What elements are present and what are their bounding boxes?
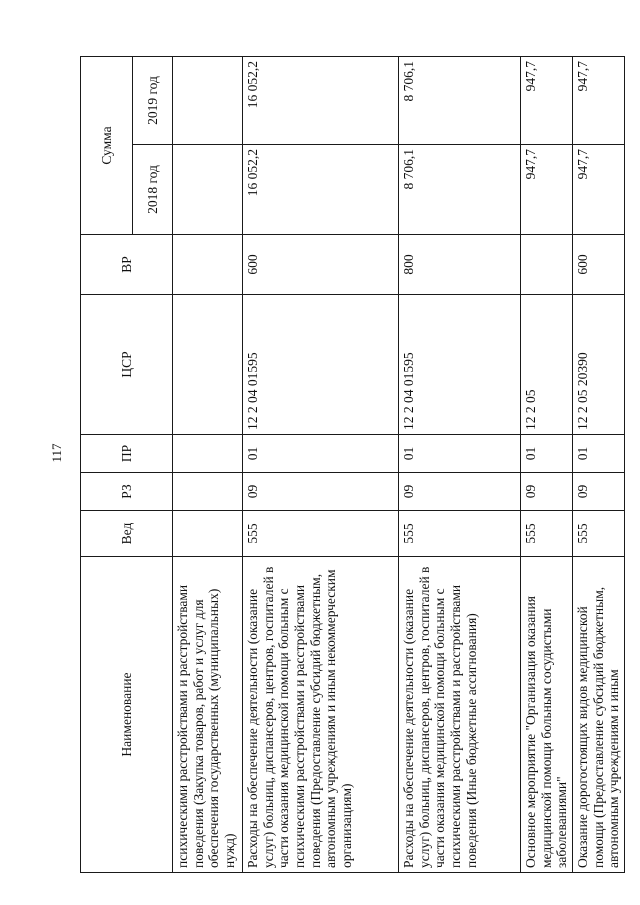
row-pr: 01 <box>243 435 399 473</box>
table-row <box>521 56 573 872</box>
header-sum: Сумма <box>81 56 133 234</box>
page-number: 117 <box>49 443 64 463</box>
row-rz: 09 <box>521 473 573 511</box>
row-sum-2019: 947,7 <box>573 56 625 144</box>
row-name: психическими расстройствами и расстройствами поведения (Закупка товаров, работ и услуг для обеспечения государственных (муниципальных) нужд) <box>173 557 243 873</box>
row-name: Расходы на обеспечение деятельности (оказание услуг) больниц, диспансеров, центров, госпиталей в части оказания медицинской помощи больным с психическими расстройствами и расстройствами поведения (Иные бюджетные ассигнования) <box>399 557 521 873</box>
table-row <box>399 56 521 872</box>
rotated-page <box>80 57 620 873</box>
row-sum-2019: 947,7 <box>521 56 573 144</box>
header-ved: Вед <box>81 511 173 557</box>
header-pr: ПР <box>81 435 173 473</box>
row-vr: 600 <box>243 235 399 295</box>
row-ved: 555 <box>521 511 573 557</box>
row-vr <box>521 235 573 295</box>
row-sum-2018: 16 052,2 <box>243 145 399 235</box>
row-sum-2019: 8 706,1 <box>399 56 521 144</box>
row-rz <box>173 473 243 511</box>
row-pr: 01 <box>399 435 521 473</box>
row-csr: 12 2 05 <box>521 295 573 435</box>
row-ved <box>173 511 243 557</box>
header-rz: РЗ <box>81 473 173 511</box>
row-csr: 12 2 05 20390 <box>573 295 625 435</box>
row-csr: 12 2 04 01595 <box>243 295 399 435</box>
row-name: Оказание дорогостоящих видов медицинской помощи (Предоставление субсидий бюджетным, автономным учреждениям и иным <box>573 557 625 873</box>
row-ved: 555 <box>243 511 399 557</box>
row-rz: 09 <box>243 473 399 511</box>
row-name: Расходы на обеспечение деятельности (оказание услуг) больниц, диспансеров, центров, госпиталей в части оказания медицинской помощи больным с психическими расстройствами и расстройствами поведения (Предоставление субсидий бюджетным, автономным учреждениям и иным некоммерческим организациям) <box>243 557 399 873</box>
header-row-1 <box>81 56 133 872</box>
row-pr <box>173 435 243 473</box>
row-sum-2018: 947,7 <box>521 145 573 235</box>
table-row <box>573 56 625 872</box>
row-sum-2018: 8 706,1 <box>399 145 521 235</box>
row-rz: 09 <box>573 473 625 511</box>
header-name: Наименование <box>81 557 173 873</box>
header-year-2018: 2018 год <box>133 145 173 235</box>
row-sum-2018: 947,7 <box>573 145 625 235</box>
row-csr <box>173 295 243 435</box>
table-row <box>243 56 399 872</box>
header-vr: ВР <box>81 235 173 295</box>
row-sum-2018 <box>173 145 243 235</box>
header-year-2019: 2019 год <box>133 56 173 144</box>
row-vr <box>173 235 243 295</box>
row-pr: 01 <box>573 435 625 473</box>
row-sum-2019: 16 052,2 <box>243 56 399 144</box>
row-ved: 555 <box>573 511 625 557</box>
row-pr: 01 <box>521 435 573 473</box>
row-vr: 600 <box>573 235 625 295</box>
row-vr: 800 <box>399 235 521 295</box>
row-csr: 12 2 04 01595 <box>399 295 521 435</box>
table-row <box>173 56 243 872</box>
row-rz: 09 <box>399 473 521 511</box>
budget-table <box>80 56 625 873</box>
row-ved: 555 <box>399 511 521 557</box>
row-name: Основное мероприятие "Организация оказания медицинской помощи больным сосудистыми заболеваниями" <box>521 557 573 873</box>
header-csr: ЦСР <box>81 295 173 435</box>
row-sum-2019 <box>173 56 243 144</box>
